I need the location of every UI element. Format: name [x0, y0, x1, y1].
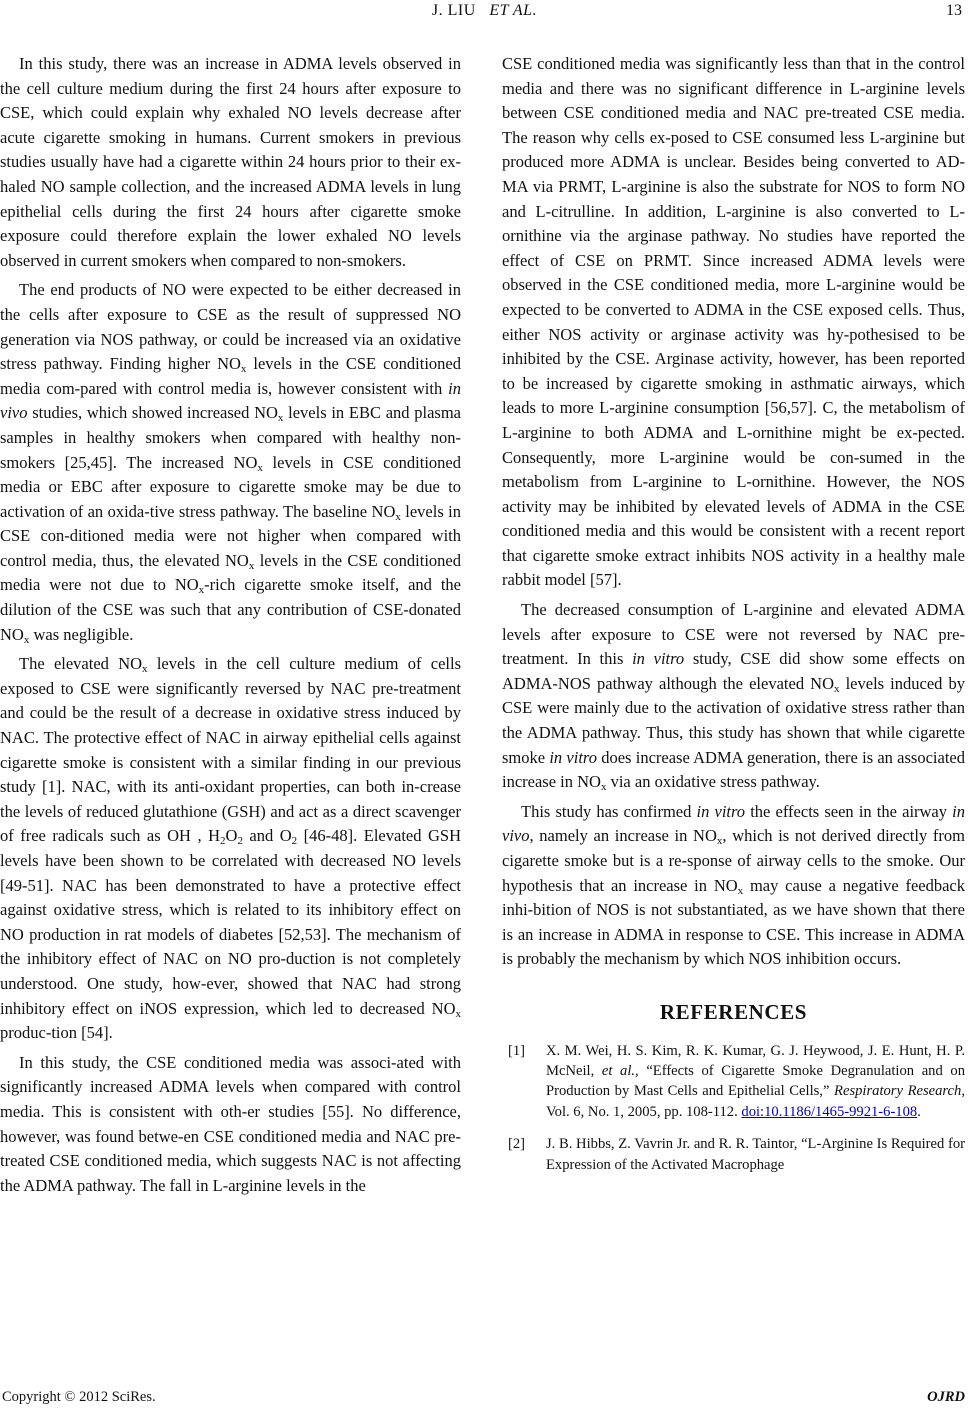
paragraph-4-continued: CSE conditioned media was significantly less than that in the control media and there was no significant difference in L-arginine levels between CSE conditioned media and NAC pre-treated CSE media. The reason why cells ex-posed to CSE consumed less L-arginine but produced more ADMA is unclear. Besides being converted to AD-MA via PRMT, L-arginine is also the substrate for NOS to form NO and L-citrulline. In addition, L-arginine is also converted to L-ornithine via the arginase pathway. No studies have reported the effect of CSE on PRMT. Since increased ADMA levels were observed in the CSE conditioned media, more L-arginine would be expected to be converted to ADMA in the CSE exposed cells. Thus, either NOS activity or arginase activity was hy-pothesised to be inhibited by the CSE. Arginase activity, however, has been reported to be increased by cigarette smoking in asthmatic airways, which leads to more L-arginine consumption [56,57]. C, the metabolism of L-arginine to both ADMA and L-ornithine might be ex-pected. Consequently, more L-arginine would be con-sumed in the metabolism from L-arginine to L-ornithine. However, the NOS activity may be inhibited by elevated levels of ADMA in the CSE conditioned media and this would be consistent with a recent report that cigarette smoke extract inhibits NOS activity in a healthy male rabbit model [57]. [502, 54, 965, 590]
paragraph-6: This study has confirmed in vitro the effects seen in the airway in vivo, namely an increase in $NO_x$, which is not derived directly from cigarette smoke but is a re-sponse of airway cells to the smoke. Our hypothesis that an increase in $NO_x$ may cause a negative feedback inhi-bition of NOS is not substantiated, as we have shown that there is an increase in ADMA in response to CSE. This increase in ADMA is probably the mechanism by which NOS inhibition occurs. [502, 801, 966, 969]
running-title [0, 2, 969, 20]
reference-number: [1] [508, 1042, 526, 1059]
header-et-al: ET AL. [489, 2, 538, 19]
paragraph-1: In this study, there was an increase in ADMA levels observed in the cell culture medium during the first 24 hours after exposure to CSE, which could explain why exhaled NO levels decrease after acute cigarette smoking in humans. Current smokers in previous studies usually have had a cigarette within 24 hours prior to their ex-haled NO sample collection, and the increased ADMA levels in lung epithelial cells during the first 24 hours after cigarette smoke exposure could therefore explain the lower exhaled NO levels observed in current smokers when compared to non-smokers. [0, 54, 461, 270]
copyright-notice: Copyright © 2012 SciRes. [2, 1389, 156, 1405]
doi-link[interactable]: doi:10.1186/1465-9921-6-108 [741, 1103, 918, 1120]
page-number: 13 [946, 2, 962, 19]
right-column [502, 52, 965, 1187]
paragraph-3: The elevated $NO_x$ levels in the cell culture medium of cells exposed to CSE were significantly reversed by NAC pre-treatment and could be the result of a decrease in oxidative stress induced by NAC. The protective effect of NAC in airway epithelial cells against cigarette smoke is consistent with a similar finding in our previous study [1]. NAC, with its anti-oxidant properties, can both in-crease the levels of reduced glutathione (GSH) and act as a direct scavenger of free radicals such as OH , $H_2O_2$ and $O_2$ [46-48]. Elevated GSH levels have been shown to be correlated with decreased NO levels [49-51]. NAC has been demonstrated to have a protective effect against oxidative stress, which is related to its inhibitory effect on NO production in rat models of diabetes [52,53]. The mechanism of the inhibitory effect of NAC on NO pro-duction is not completely understood. One study, how-ever, showed that NAC had strong inhibitory effect on iNOS expression, which led to decreased $NO_x$ produc-tion [54]. [0, 654, 461, 1043]
reference-text: J. B. Hibbs, Z. Vavrin Jr. and R. R. Taintor, “L-Arginine Is Required for Expression of the Activated Macrophage [546, 1136, 965, 1173]
paragraph-5: The decreased consumption of L-arginine and elevated ADMA levels after exposure to CSE were not reversed by NAC pre-treatment. In this in vitro study, CSE did show some effects on ADMA-NOS pathway although the elevated $NO_x$ levels induced by CSE were mainly due to the activation of oxidative stress rather than the ADMA pathway. Thus, this study has shown that while cigarette smoke in vitro does increase ADMA generation, there is an associated increase in $NO_x$ via an oxidative stress pathway. [502, 600, 966, 794]
running-header [0, 2, 969, 24]
reference-item [502, 1134, 965, 1175]
references-heading: REFERENCES [659, 999, 808, 1024]
reference-text: X. M. Wei, H. S. Kim, R. K. Kumar, G. J. Heywood, J. E. Hunt, H. P. McNeil, et al., “Effects of Cigarette Smoke Degranulation and on Production by Mast Cells and Epithelial Cells,” Respiratory Research, Vol. 6, No. 1, 2005, pp. 108-112. doi:10.1186/1465-9921-6-108. [546, 1042, 965, 1120]
left-column [0, 52, 461, 1203]
reference-item [502, 1041, 965, 1123]
paragraph-4: In this study, the CSE conditioned media was associ-ated with significantly increased ADMA levels when compared with control media. This is consistent with oth-er studies [55]. No difference, however, was found betwe-en CSE conditioned media and NAC pre-treated CSE conditioned media, which suggests NAC is not affecting the ADMA pathway. The fall in L-arginine levels in the [0, 1052, 461, 1195]
journal-abbreviation: OJRD [927, 1389, 965, 1405]
page-footer [0, 1389, 969, 1409]
header-authors: J. LIU [431, 2, 476, 19]
paragraph-2: The end products of NO were expected to be either decreased in the cells after exposure to CSE as the result of suppressed NO generation via NOS pathway, or could be increased via an oxidative stress pathway. Finding higher $NO_x$ levels in the CSE conditioned media com-pared with control media is, however consistent with in vivo studies, which showed increased $NO_x$ levels in EBC and plasma samples in healthy smokers when compared with healthy non-smokers [25,45]. The increased $NO_x$ levels in CSE conditioned media or EBC after exposure to cigarette smoke may be due to activation of an oxida-tive stress pathway. The baseline $NO_x$ levels in CSE con-ditioned media were not higher when compared with control media, thus, the elevated $NO_x$ levels in the CSE conditioned media were not due to $NO_x$-rich cigarette smoke itself, and the dilution of the CSE was such that any contribution of CSE-donated $NO_x$ was negligible. [0, 280, 462, 646]
reference-number: [2] [508, 1136, 526, 1153]
